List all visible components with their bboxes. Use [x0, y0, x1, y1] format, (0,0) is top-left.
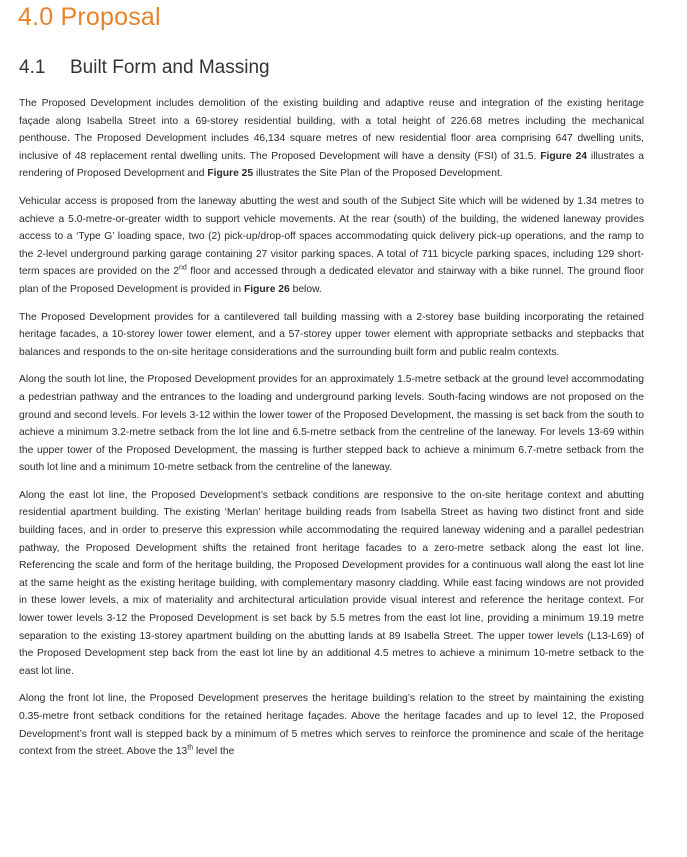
paragraph: The Proposed Development includes demolition of the existing building and adaptive reuse and integration of the existing heritage façade along Isabella Street into a 69-storey residential building, with a total height of 226.68 metres including the mechanical penthouse. The Proposed Development includes 46,134 square metres of new residential floor area comprising 647 dwelling units, inclusive of 48 replacement rental dwelling units. The Proposed Development will have a density (FSI) of 31.5. Figure 24 illustrates a rendering of Proposed Development and Figure 25 illustrates the Site Plan of the Proposed Development.: [19, 98, 644, 180]
paragraph: Along the east lot line, the Proposed Development’s setback conditions are responsive to the on-site heritage context and abutting residential apartment building. The existing ‘Merlan’ heritage building reads from Isabella Street as having two distinct front and side building faces, and in order to preserve this expression while accommodating the required laneway widening and a parallel pedestrian pathway, the Proposed Development shifts the retained front heritage facades to a zero-metre setback along the east lot line. Referencing the scale and form of the heritage building, the Proposed Development provides for a continuous wall along the east lot line at the same height as the existing heritage building, with complementary masonry cladding. While east facing windows are not provided in these lower levels, a mix of materiality and architectural articulation provide visual interest and reference the heritage context. For lower tower levels 3-12 the Proposed Development is set back by 5.5 metres from the east lot line, providing a minimum 19.19 metre separation to the existing 13-storey apartment building on the abutting lands at 89 Isabella Street. The upper tower levels (L13-L69) of the Proposed Development step back from the east lot line by an additional 4.5 metres to achieve a minimum 10-metre setback to the east lot line.: [19, 489, 644, 677]
paragraph: The Proposed Development provides for a cantilevered tall building massing with a 2-storey base building incorporating the retained heritage facades, a 10-storey lower tower element, and a 57-storey upper tower element with appropriate setbacks and stepbacks that balances and responds to the on-site heritage considerations and the surrounding built form and public realm contexts.: [19, 311, 644, 358]
paragraph: Along the front lot line, the Proposed Development preserves the heritage building’s relation to the street by maintaining the existing 0.35-metre front setback conditions for the retained heritage façades. Above the heritage facades and up to level 12, the Proposed Development’s front wall is stepped back by a minimum of 5 metres which serves to reinforce the prominence and scale of the heritage context from the street. Above the 13th level the: [19, 693, 644, 758]
subsection-heading: [19, 57, 270, 79]
figure-ref: Figure 26: [243, 283, 290, 295]
figure-ref: Figure 24: [540, 150, 588, 162]
body-text: [19, 95, 644, 771]
paragraph: Vehicular access is proposed from the laneway abutting the west and south of the Subject Site which will be widened by 1.34 metres to achieve a 5.0-metre-or-greater width to support vehicle movements. At the rear (south) of the building, the widened laneway provides access to a ‘Type G’ loading space, two (2) pick-up/drop-off spaces accommodating quick delivery pick-up operations, and the ramp to the 2-level underground parking garage containing 27 visitor parking spaces. A total of 711 bicycle parking spaces, including 129 short-term spaces are provided on the 2nd floor and accessed through a dedicated elevator and stairway with a bike runnel. The ground floor plan of the Proposed Development is provided in Figure 26 below.: [19, 195, 644, 295]
paragraph: Along the south lot line, the Proposed Development provides for an approximately 1.5-metre setback at the ground level accommodating a pedestrian pathway and the entrances to the loading and underground parking levels. South-facing windows are not proposed on the ground and second levels. For levels 3-12 within the lower tower of the Proposed Development, the massing is set back from the south to achieve a minimum 3.2-metre setback from the lot line and 6.5-metre setback from the centreline of the laneway. For levels 13-69 within the upper tower of the Proposed Development, the massing is further stepped back to achieve a minimum 6.7-metre setback from the south lot line and a minimum 10-metre setback from the centreline of the laneway.: [19, 374, 645, 474]
section-number: 4.0: [18, 3, 54, 31]
subsection-title: Built Form and Massing: [70, 57, 270, 78]
subsection-number: 4.1: [19, 57, 46, 78]
figure-ref: Figure 25: [207, 168, 254, 180]
section-title: Proposal: [60, 3, 161, 31]
section-heading: [18, 3, 161, 32]
